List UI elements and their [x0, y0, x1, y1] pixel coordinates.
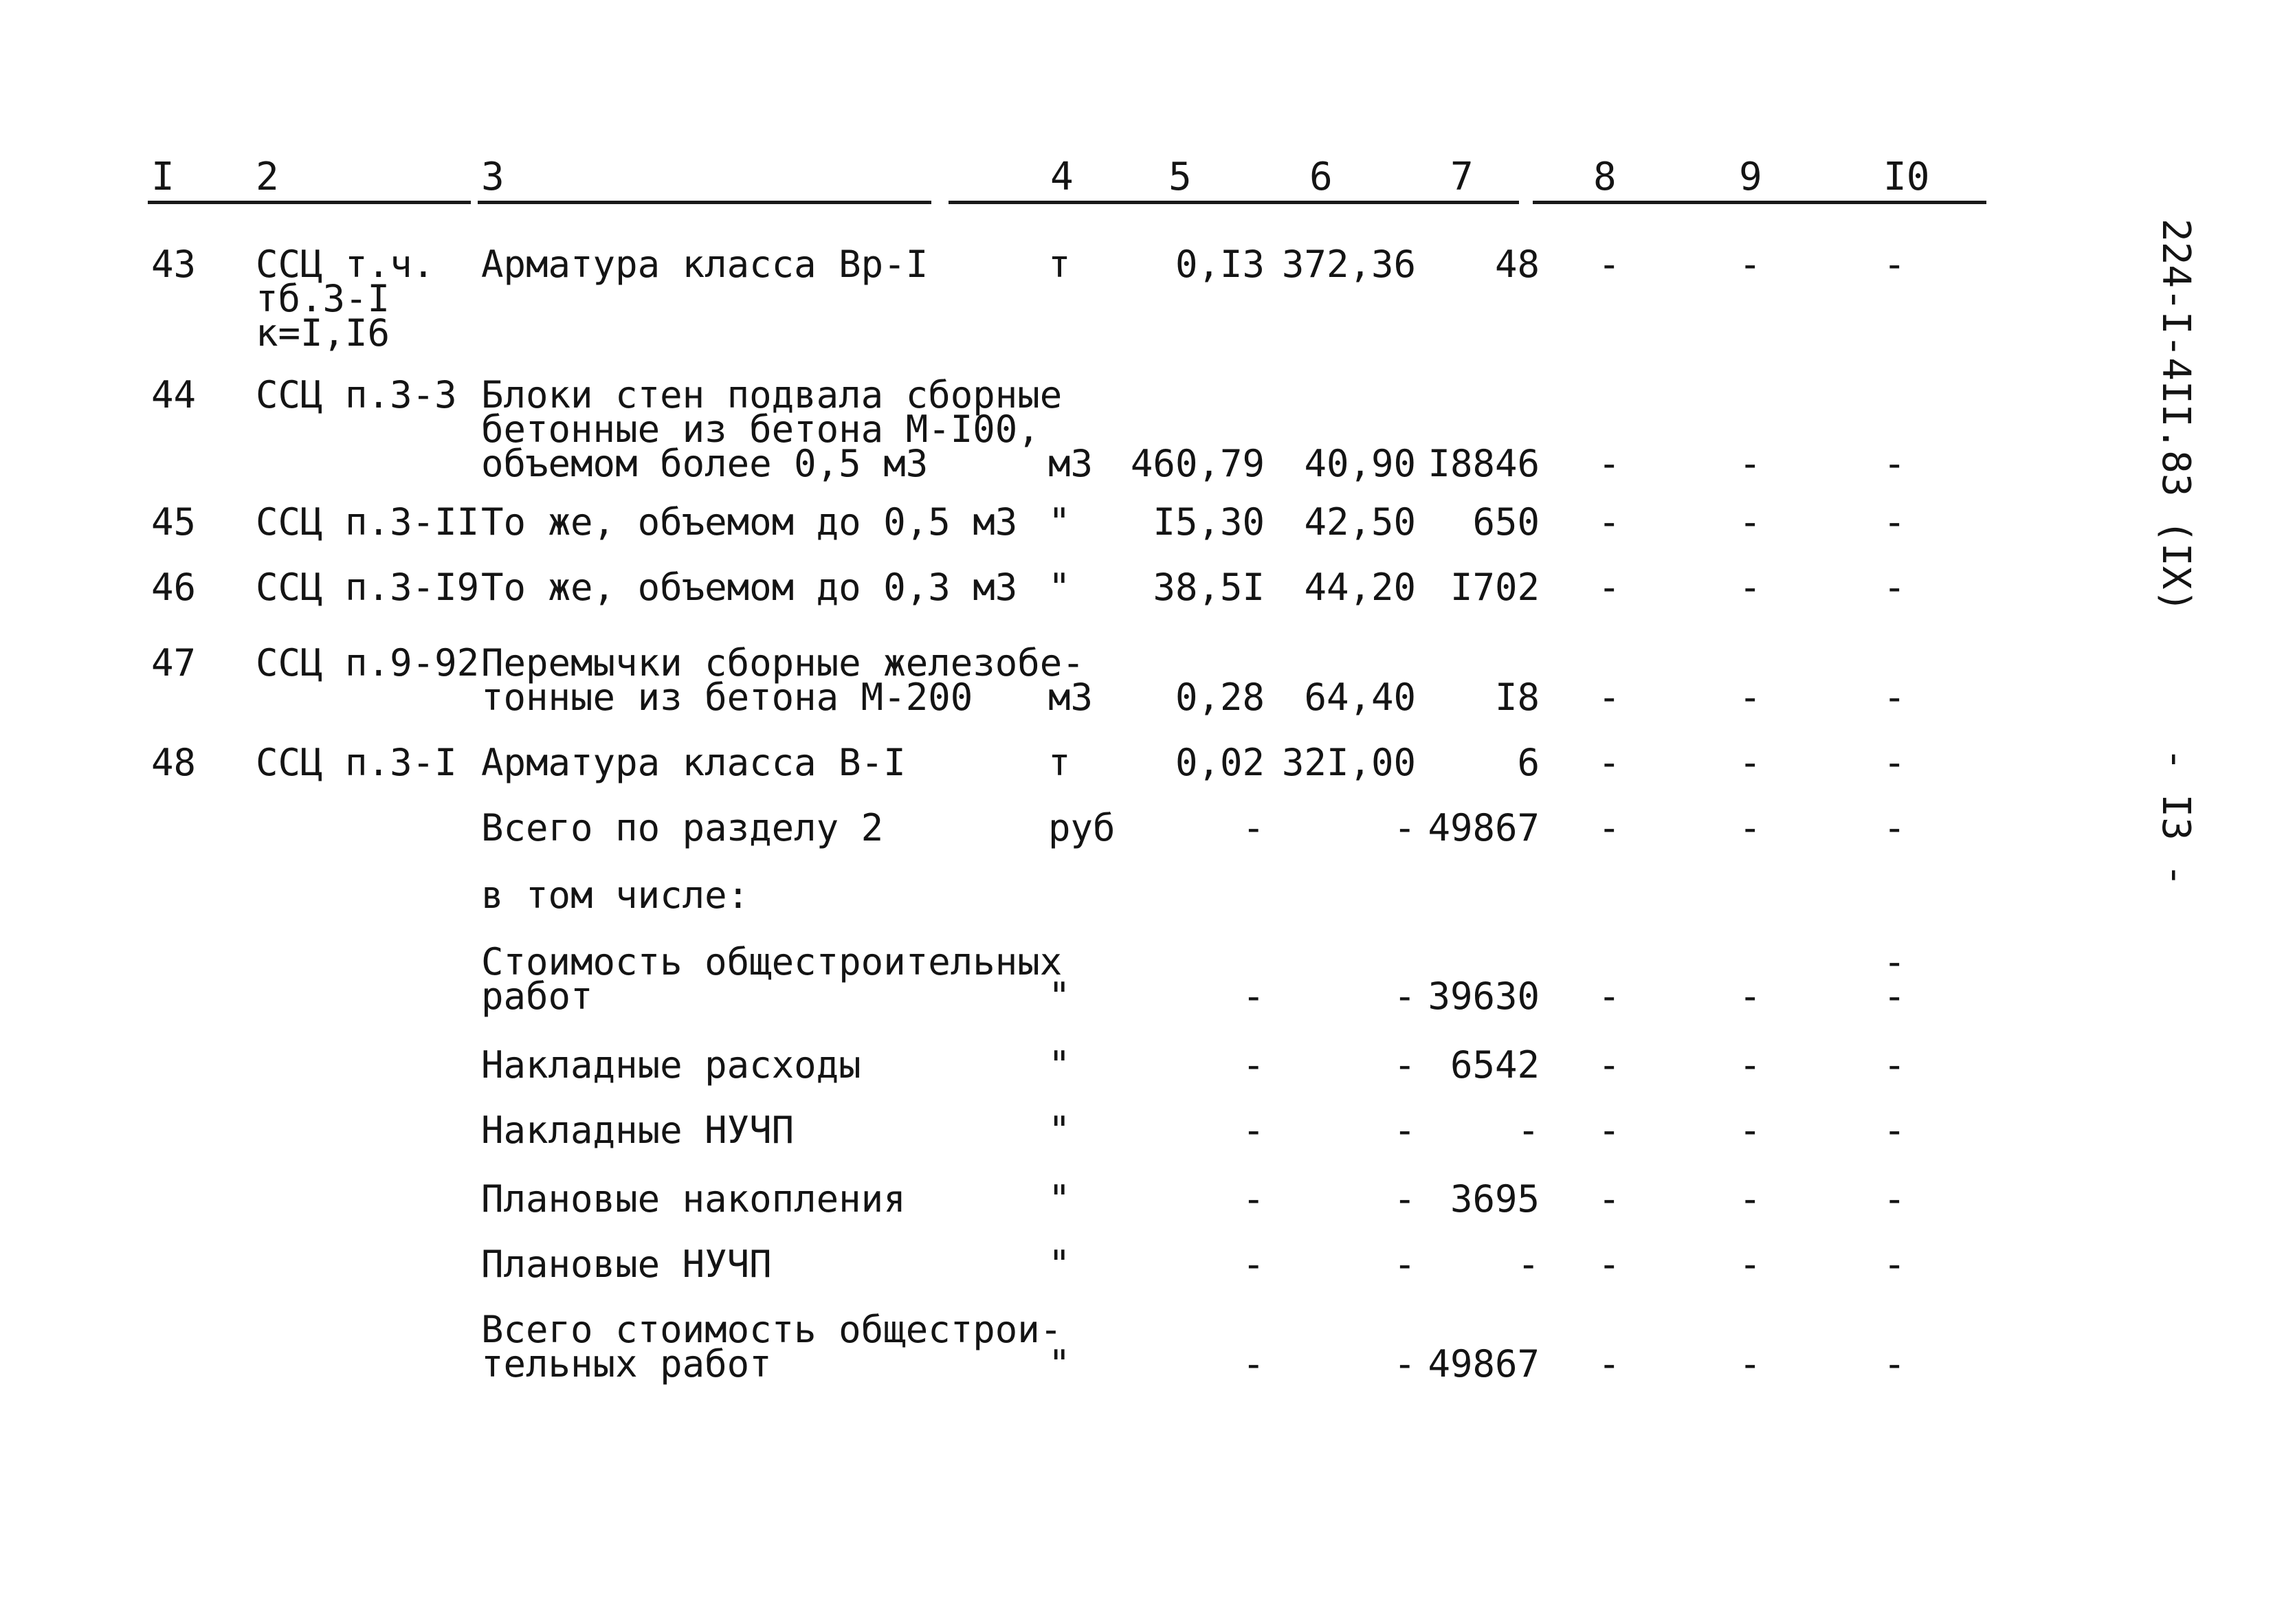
row-col10: - - [1883, 940, 1906, 1018]
row-col9: - [1739, 500, 1762, 544]
row-number: 43 [151, 243, 197, 286]
row-number: 45 [151, 500, 197, 544]
header-col-7: 7 [1450, 155, 1474, 199]
row-number: 47 [151, 641, 197, 685]
header-col-1: I [151, 155, 175, 199]
row-col10: - [1883, 1043, 1906, 1087]
row-unit-price: - [1393, 806, 1416, 849]
row-unit-price: 44,20 [1304, 566, 1416, 609]
row-quantity: 0,I3 [1175, 243, 1265, 286]
row-unit-price: 64,40 [1304, 676, 1416, 719]
row-unit-price: - [1393, 1342, 1416, 1386]
row-unit-price: 372,36 [1281, 243, 1416, 286]
row-unit: " [1048, 1243, 1071, 1286]
row-description: То же, объемом до 0,5 м3 [481, 500, 1018, 544]
row-total: - [1517, 1109, 1540, 1152]
row-col9: - [1739, 1243, 1762, 1286]
row-total: I702 [1450, 566, 1540, 609]
row-col10: - [1883, 806, 1906, 849]
row-col9: - [1739, 676, 1762, 719]
row-unit: " [1048, 1043, 1071, 1087]
row-total: - [1517, 1243, 1540, 1286]
row-col9: - [1739, 243, 1762, 286]
row-col8: - [1598, 566, 1621, 609]
row-description: Плановые накопления [481, 1177, 906, 1221]
row-quantity: I5,30 [1153, 500, 1265, 544]
row-col10: - [1883, 1177, 1906, 1221]
row-unit: т [1048, 243, 1071, 286]
row-quantity: - [1242, 1043, 1265, 1087]
row-total: I8 [1494, 676, 1540, 719]
row-quantity: - [1242, 1243, 1265, 1286]
row-unit-price: - [1393, 1043, 1416, 1087]
row-col10: - [1883, 1243, 1906, 1286]
row-col10: - [1883, 1109, 1906, 1152]
row-quantity: 0,02 [1175, 741, 1265, 784]
row-col10: - [1883, 1342, 1906, 1386]
row-unit-price: 32I,00 [1281, 741, 1416, 784]
header-col-8: 8 [1593, 155, 1617, 199]
header-col-4: 4 [1050, 155, 1074, 199]
row-description: То же, объемом до 0,3 м3 [481, 566, 1018, 609]
row-col10: - [1883, 741, 1906, 784]
header-rule-values [949, 201, 1519, 204]
row-quantity: - [1242, 975, 1265, 1018]
row-reference: ССЦ п.3-I [256, 741, 457, 784]
row-reference: ССЦ п.3-I9 [256, 566, 480, 609]
header-rule-desc [478, 201, 931, 204]
row-col10: - [1883, 676, 1906, 719]
row-unit: т [1048, 741, 1071, 784]
row-unit-price: - [1393, 975, 1416, 1018]
row-unit-price: 42,50 [1304, 500, 1416, 544]
row-description: Всего по разделу 2 [481, 806, 884, 849]
document-code: 224-I-4II.83 (IX) [2153, 219, 2198, 613]
row-col10: - [1883, 243, 1906, 286]
row-description: Арматура класса Вр-I [481, 243, 929, 286]
row-total: 49867 [1428, 1342, 1540, 1386]
row-col8: - [1598, 1043, 1621, 1087]
row-col8: - [1598, 806, 1621, 849]
header-col-10: I0 [1883, 155, 1930, 199]
row-total: 6 [1517, 741, 1540, 784]
row-col9: - [1739, 741, 1762, 784]
header-col-6: 6 [1309, 155, 1333, 199]
row-quantity: 38,5I [1153, 566, 1265, 609]
row-reference: ССЦ п.3-3 [256, 373, 457, 416]
row-reference: ССЦ т.ч. тб.3-I к=I,I6 [256, 243, 435, 355]
row-reference: ССЦ п.9-92 [256, 641, 480, 685]
row-total: 6542 [1450, 1043, 1540, 1087]
row-description: Плановые НУЧП [481, 1243, 772, 1286]
row-total: 3695 [1450, 1177, 1540, 1221]
row-col10: - [1883, 566, 1906, 609]
row-description: Блоки стен подвала сборные бетонные из бетона М-I00, объемом более 0,5 м3 [481, 373, 1063, 485]
row-col8: - [1598, 676, 1621, 719]
header-col-9: 9 [1739, 155, 1762, 199]
row-description: Накладные НУЧП [481, 1109, 795, 1152]
row-unit-price: - [1393, 1243, 1416, 1286]
row-unit: руб [1048, 806, 1116, 849]
row-col8: - [1598, 243, 1621, 286]
row-col8: - [1598, 1109, 1621, 1152]
row-quantity: - [1242, 1109, 1265, 1152]
row-number: 46 [151, 566, 197, 609]
row-description: Всего стоимость общестрои- тельных работ [481, 1308, 1063, 1386]
row-quantity: 0,28 [1175, 676, 1265, 719]
header-rule-right [1533, 201, 1986, 204]
row-unit: " [1048, 975, 1071, 1018]
row-col9: - [1739, 1342, 1762, 1386]
row-unit: м3 [1048, 442, 1094, 485]
row-total: 650 [1472, 500, 1540, 544]
row-number: 48 [151, 741, 197, 784]
row-unit: " [1048, 1109, 1071, 1152]
row-col9: - [1739, 1177, 1762, 1221]
row-total: 39630 [1428, 975, 1540, 1018]
row-col9: - [1739, 442, 1762, 485]
row-col8: - [1598, 1177, 1621, 1221]
row-col9: - [1739, 1109, 1762, 1152]
header-col-3: 3 [481, 155, 505, 199]
row-col10: - [1883, 442, 1906, 485]
row-total: 48 [1494, 243, 1540, 286]
header-rule-left [148, 201, 471, 204]
page-number: - I3 - [2153, 748, 2198, 887]
row-col8: - [1598, 741, 1621, 784]
row-quantity: - [1242, 1342, 1265, 1386]
row-unit-price: - [1393, 1177, 1416, 1221]
header-col-5: 5 [1168, 155, 1192, 199]
row-quantity: - [1242, 806, 1265, 849]
row-col9: - [1739, 806, 1762, 849]
row-quantity: 460,79 [1130, 442, 1265, 485]
row-col8: - [1598, 1342, 1621, 1386]
row-col9: - [1739, 566, 1762, 609]
row-unit: " [1048, 566, 1071, 609]
row-col8: - [1598, 1243, 1621, 1286]
row-col8: - [1598, 975, 1621, 1018]
row-col9: - [1739, 975, 1762, 1018]
row-col8: - [1598, 500, 1621, 544]
row-quantity: - [1242, 1177, 1265, 1221]
row-unit-price: - [1393, 1109, 1416, 1152]
header-col-2: 2 [256, 155, 279, 199]
row-description: Перемычки сборные железобе- тонные из бетона М-200 [481, 641, 1085, 719]
row-unit: м3 [1048, 676, 1094, 719]
row-description: Стоимость общестроительных работ [481, 940, 1063, 1018]
row-col10: - [1883, 500, 1906, 544]
row-col9: - [1739, 1043, 1762, 1087]
row-description: Накладные расходы [481, 1043, 861, 1087]
row-unit: " [1048, 500, 1071, 544]
row-col8: - [1598, 442, 1621, 485]
row-number: 44 [151, 373, 197, 416]
row-unit: " [1048, 1177, 1071, 1221]
row-unit-price: 40,90 [1304, 442, 1416, 485]
row-reference: ССЦ п.3-II [256, 500, 480, 544]
row-unit: " [1048, 1342, 1071, 1386]
row-total: 49867 [1428, 806, 1540, 849]
row-total: I8846 [1428, 442, 1540, 485]
row-description: в том числе: [481, 874, 750, 917]
row-description: Арматура класса В-I [481, 741, 906, 784]
